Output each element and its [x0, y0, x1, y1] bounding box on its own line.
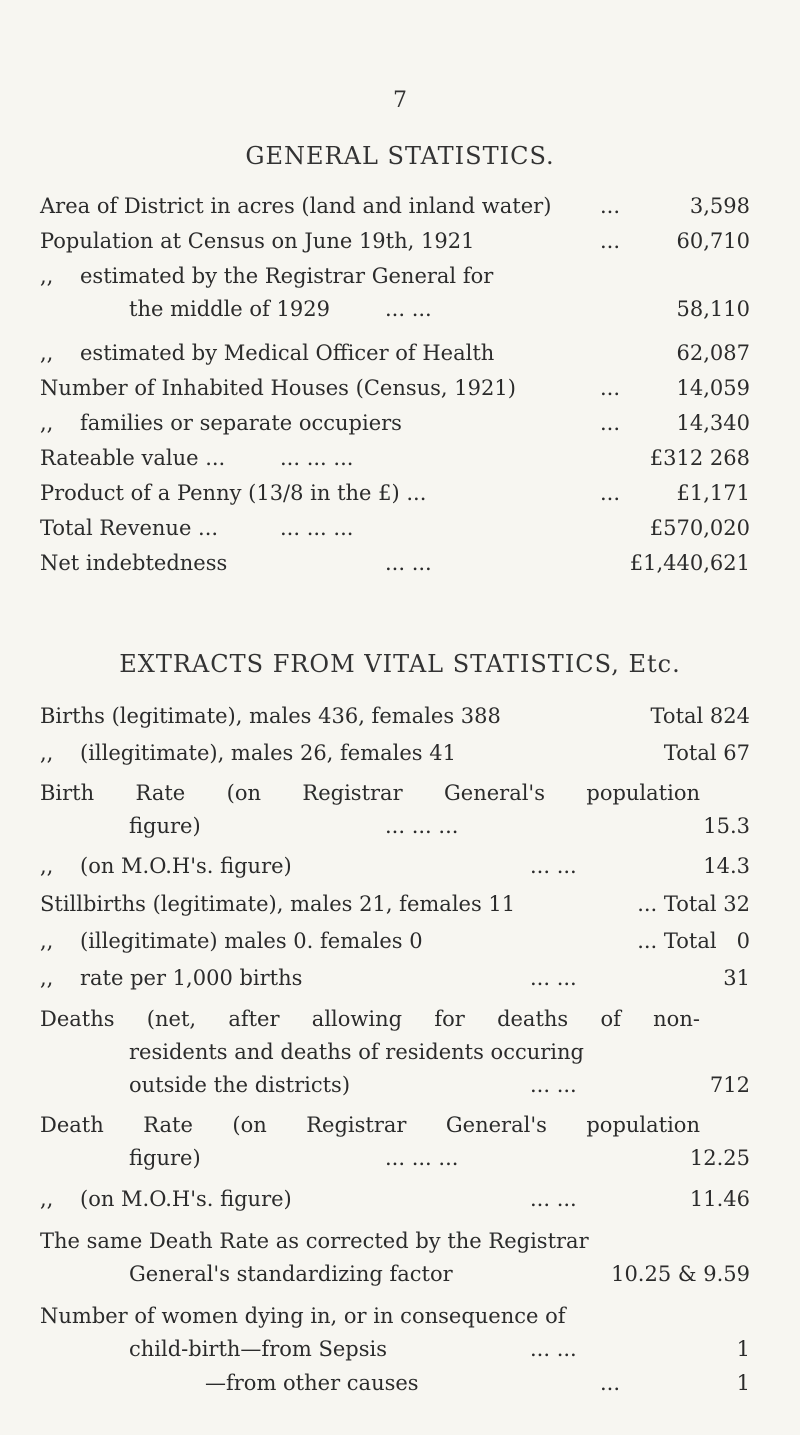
row-deaths [40, 1003, 750, 1103]
row-value: Total 67 [663, 741, 750, 765]
row-label: —from other causes [205, 1371, 419, 1395]
row-label: rate per 1,000 births [80, 966, 303, 990]
row-value: 62,087 [676, 341, 750, 365]
ditto-mark: ,, [40, 741, 54, 765]
row-label-continued: the middle of 1929 [129, 297, 330, 321]
label-word: population [586, 1113, 700, 1137]
row-label [40, 1109, 700, 1141]
label-word: Registrar [306, 1113, 407, 1137]
row-label: The same Death Rate as corrected by the Registrar [40, 1229, 589, 1253]
label-word: Rate [143, 1113, 193, 1137]
label-word: deaths [497, 1007, 569, 1031]
ditto-mark: ,, [40, 966, 54, 990]
row-value: £1,171 [676, 481, 750, 505]
vital-statistics-heading: EXTRACTS FROM VITAL STATISTICS, Etc. [119, 650, 681, 678]
leader-dots: ... ... [385, 297, 432, 321]
row-label: families or separate occupiers [80, 411, 402, 435]
leader-dots: ... ... [385, 551, 432, 575]
leader-dots: ... ... ... [385, 814, 459, 838]
row-value: 10.25 & 9.59 [611, 1262, 750, 1286]
row-label-continued: figure) [129, 814, 201, 838]
row-value: 11.46 [689, 1187, 750, 1211]
leader-dots: ... [600, 481, 621, 505]
row-value: 60,710 [676, 229, 750, 253]
row-label: Population at Census on June 19th, 1921 [40, 229, 475, 253]
row-value: 12.25 [689, 1146, 750, 1170]
leader-dots: ... ... [530, 1187, 577, 1211]
row-value: £312 268 [649, 446, 750, 470]
row-value: 1 [736, 1337, 750, 1361]
row-label [40, 777, 700, 809]
leader-dots: ... ... ... [385, 1146, 459, 1170]
row-label: Number of Inhabited Houses (Census, 1921) [40, 376, 516, 400]
leader-dots: ... ... ... [280, 446, 354, 470]
row-value: 14,059 [676, 376, 750, 400]
label-word: Registrar [302, 781, 403, 805]
row-value: 712 [709, 1073, 750, 1097]
row-label [40, 1003, 700, 1035]
label-word: non- [653, 1007, 700, 1031]
leader-dots: ... [600, 411, 621, 435]
row-value: 15.3 [703, 814, 750, 838]
label-word: (on [226, 781, 261, 805]
row-label: Rateable value ... [40, 446, 226, 470]
row-label: Births (legitimate), males 436, females 388 [40, 704, 501, 728]
row-label: estimated by the Registrar General for [80, 264, 494, 288]
ditto-mark: ,, [40, 341, 54, 365]
label-word: Rate [135, 781, 186, 805]
leader-dots: ... [600, 194, 621, 218]
leader-dots: ... ... [530, 854, 577, 878]
row-value: 1 [736, 1371, 750, 1395]
row-label-continued: residents and deaths of residents occuring [129, 1040, 584, 1064]
general-statistics-heading: GENERAL STATISTICS. [245, 142, 555, 170]
leader-dots: ... [600, 229, 621, 253]
label-word: General's [444, 781, 545, 805]
label-word: (on [232, 1113, 267, 1137]
row-value: 3,598 [689, 194, 750, 218]
row-value: £1,440,621 [629, 551, 750, 575]
leader-dots: ... [600, 376, 621, 400]
row-label: estimated by Medical Officer of Health [80, 341, 495, 365]
label-word: Death [40, 1113, 104, 1137]
row-maternal-sepsis [40, 1300, 750, 1366]
row-label: Product of a Penny (13/8 in the £) ... [40, 481, 427, 505]
leader-dots: ... ... [530, 1337, 577, 1361]
row-population-rg [40, 260, 750, 326]
ditto-mark: ,, [40, 411, 54, 435]
row-label: (illegitimate), males 26, females 41 [80, 741, 456, 765]
leader-dots: ... ... [530, 1073, 577, 1097]
row-corrected-death-rate [40, 1225, 750, 1291]
row-label: Net indebtedness [40, 551, 228, 575]
row-value: ... Total 0 [637, 929, 750, 953]
row-value: 58,110 [676, 297, 750, 321]
row-label: Number of women dying in, or in consequence of [40, 1304, 566, 1328]
label-word: (net, [146, 1007, 197, 1031]
row-label-continued: child-birth—from Sepsis [129, 1337, 387, 1361]
row-label: Stillbirths (legitimate), males 21, females 11 [40, 892, 516, 916]
label-word: after [228, 1007, 280, 1031]
row-value: ... Total 32 [637, 892, 750, 916]
page-number: 7 [393, 88, 407, 113]
leader-dots: ... ... ... [280, 516, 354, 540]
label-word: Deaths [40, 1007, 115, 1031]
row-label-continued: outside the districts) [129, 1073, 351, 1097]
row-value: Total 824 [650, 704, 750, 728]
ditto-mark: ,, [40, 854, 54, 878]
row-label-continued: figure) [129, 1146, 201, 1170]
label-word: General's [445, 1113, 547, 1137]
row-label: Area of District in acres (land and inland water) [40, 194, 552, 218]
leader-dots: ... [600, 1371, 621, 1395]
row-label-continued: General's standardizing factor [129, 1262, 453, 1286]
ditto-mark: ,, [40, 264, 54, 288]
row-label: Total Revenue ... [40, 516, 219, 540]
ditto-mark: ,, [40, 1187, 54, 1211]
row-label: (on M.O.H's. figure) [80, 1187, 292, 1211]
label-word: population [586, 781, 700, 805]
row-birth-rate-rg [40, 777, 750, 843]
label-word: allowing [311, 1007, 403, 1031]
leader-dots: ... ... [530, 966, 577, 990]
label-word: of [600, 1007, 621, 1031]
label-word: for [434, 1007, 465, 1031]
row-value: £570,020 [649, 516, 750, 540]
row-label: (illegitimate) males 0. females 0 [80, 929, 423, 953]
row-value: 14.3 [703, 854, 750, 878]
row-label: (on M.O.H's. figure) [80, 854, 292, 878]
ditto-mark: ,, [40, 929, 54, 953]
label-word: Birth [40, 781, 95, 805]
row-death-rate-rg [40, 1109, 750, 1175]
row-value: 31 [723, 966, 750, 990]
row-value: 14,340 [676, 411, 750, 435]
